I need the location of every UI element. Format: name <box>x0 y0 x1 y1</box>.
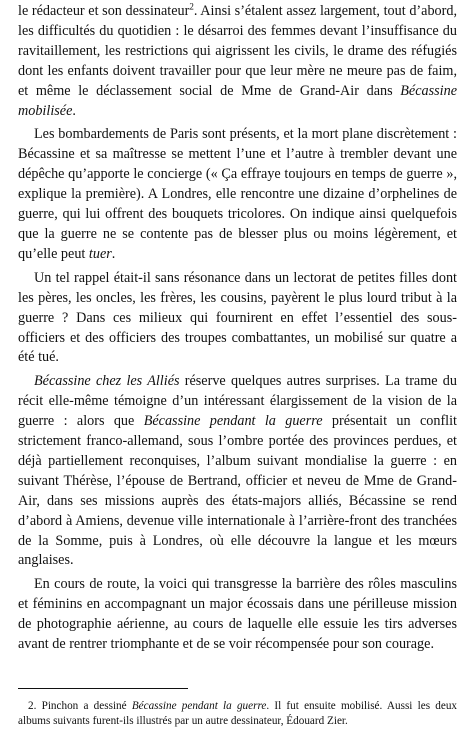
text-run: . Ainsi s’étalent assez largement, tout d’abord, les difficultés du quotidien : le désarroi des femmes devant l’insuffisance du ravitaillement, les restrictions qui aigrissent les civils, le drame des réfugiés dont les enfants doivent travailler pour que leur mère ne meure pas de faim, et même le déclassement social de Mme de Grand-Air dans <box>18 3 458 99</box>
text-run: . Il fut ensuite mobilisé. Aussi les deux albums suivants furent-ils illustrés par un autre dessinateur, Édouard Zier. <box>18 700 458 727</box>
book-title: Bécassine chez les Alliés <box>34 373 180 390</box>
footnote-2 <box>18 699 457 729</box>
paragraph-1 <box>18 2 457 121</box>
text-run: 2. Pinchon a dessiné <box>28 700 132 712</box>
footnotes <box>18 688 457 729</box>
book-title: Bécassine mobilisée <box>18 82 457 119</box>
footnote-ref-2: 2 <box>189 1 194 12</box>
emphasis: tuer <box>88 245 112 262</box>
book-title: Bécassine pendant la guerre <box>143 413 323 430</box>
text-run: réserve quelques autres surprises. La trame du récit elle-même témoigne d’un intéressant élargissement de la vision de la guerre : alors que <box>18 373 457 430</box>
text-run: . <box>111 245 116 262</box>
body-text <box>18 2 457 655</box>
paragraph-3: Un tel rappel était-il sans résonance dans un lectorat de petites filles dont les pères, les oncles, les frères, les cousins, payèrent le plus lourd tribut à la guerre ? Dans ces milieux qui fournirent en effet l’essentiel des sous-officiers et des officiers des troupes combattantes, un mobilisé sur quatre a été tué. <box>18 269 457 366</box>
footnote-rule <box>18 688 188 689</box>
book-title: Bécassine pendant la guerre <box>131 700 267 712</box>
paragraph-4 <box>18 372 457 571</box>
paragraph-5: En cours de route, la voici qui transgresse la barrière des rôles masculins et féminins en accompagnant un major écossais dans une périlleuse mission de photographie aérienne, au cours de laquelle elle essuie les tirs adverses avant de rentrer triomphante et de se voir récompensée pour son courage. <box>18 576 457 653</box>
text-run: présentait un conflit strictement franco-allemand, sous l’ombre portée des provinces perdues, et déjà partiellement reconquises, l’album suivant mondialise la guerre : en suivant Thérèse, l’épouse de Bertrand, officier et neveu de Mme de Grand-Air, dans ses missions auprès des états-majors alliés, Bécassine se rend d’abord à Amiens, devenue ville internationale à l’arrière-front des tranchées de la Somme, puis à Londres, où elle découvre la langue et les mœurs anglaises. <box>18 413 457 569</box>
text-run: . <box>72 102 76 119</box>
text-run: le rédacteur et son dessinateur <box>18 3 190 19</box>
text-run: Les bombardements de Paris sont présents, et la mort plane discrètement : Bécassine et sa maîtresse se mettent l’une et l’autre à trembler devant une dépêche qu’apporte le concierge (« Ça effraye toujours en temps de guerre », explique la première). A Londres, elle rencontre une dizaine d’orphelines de guerre, qui lui offrent des bouquets tricolores. On indique ainsi quelquefois que la guerre ne se contente pas de blesser plus ou moins légèrement, et qu’elle peut <box>18 126 457 262</box>
paragraph-2 <box>18 125 457 264</box>
